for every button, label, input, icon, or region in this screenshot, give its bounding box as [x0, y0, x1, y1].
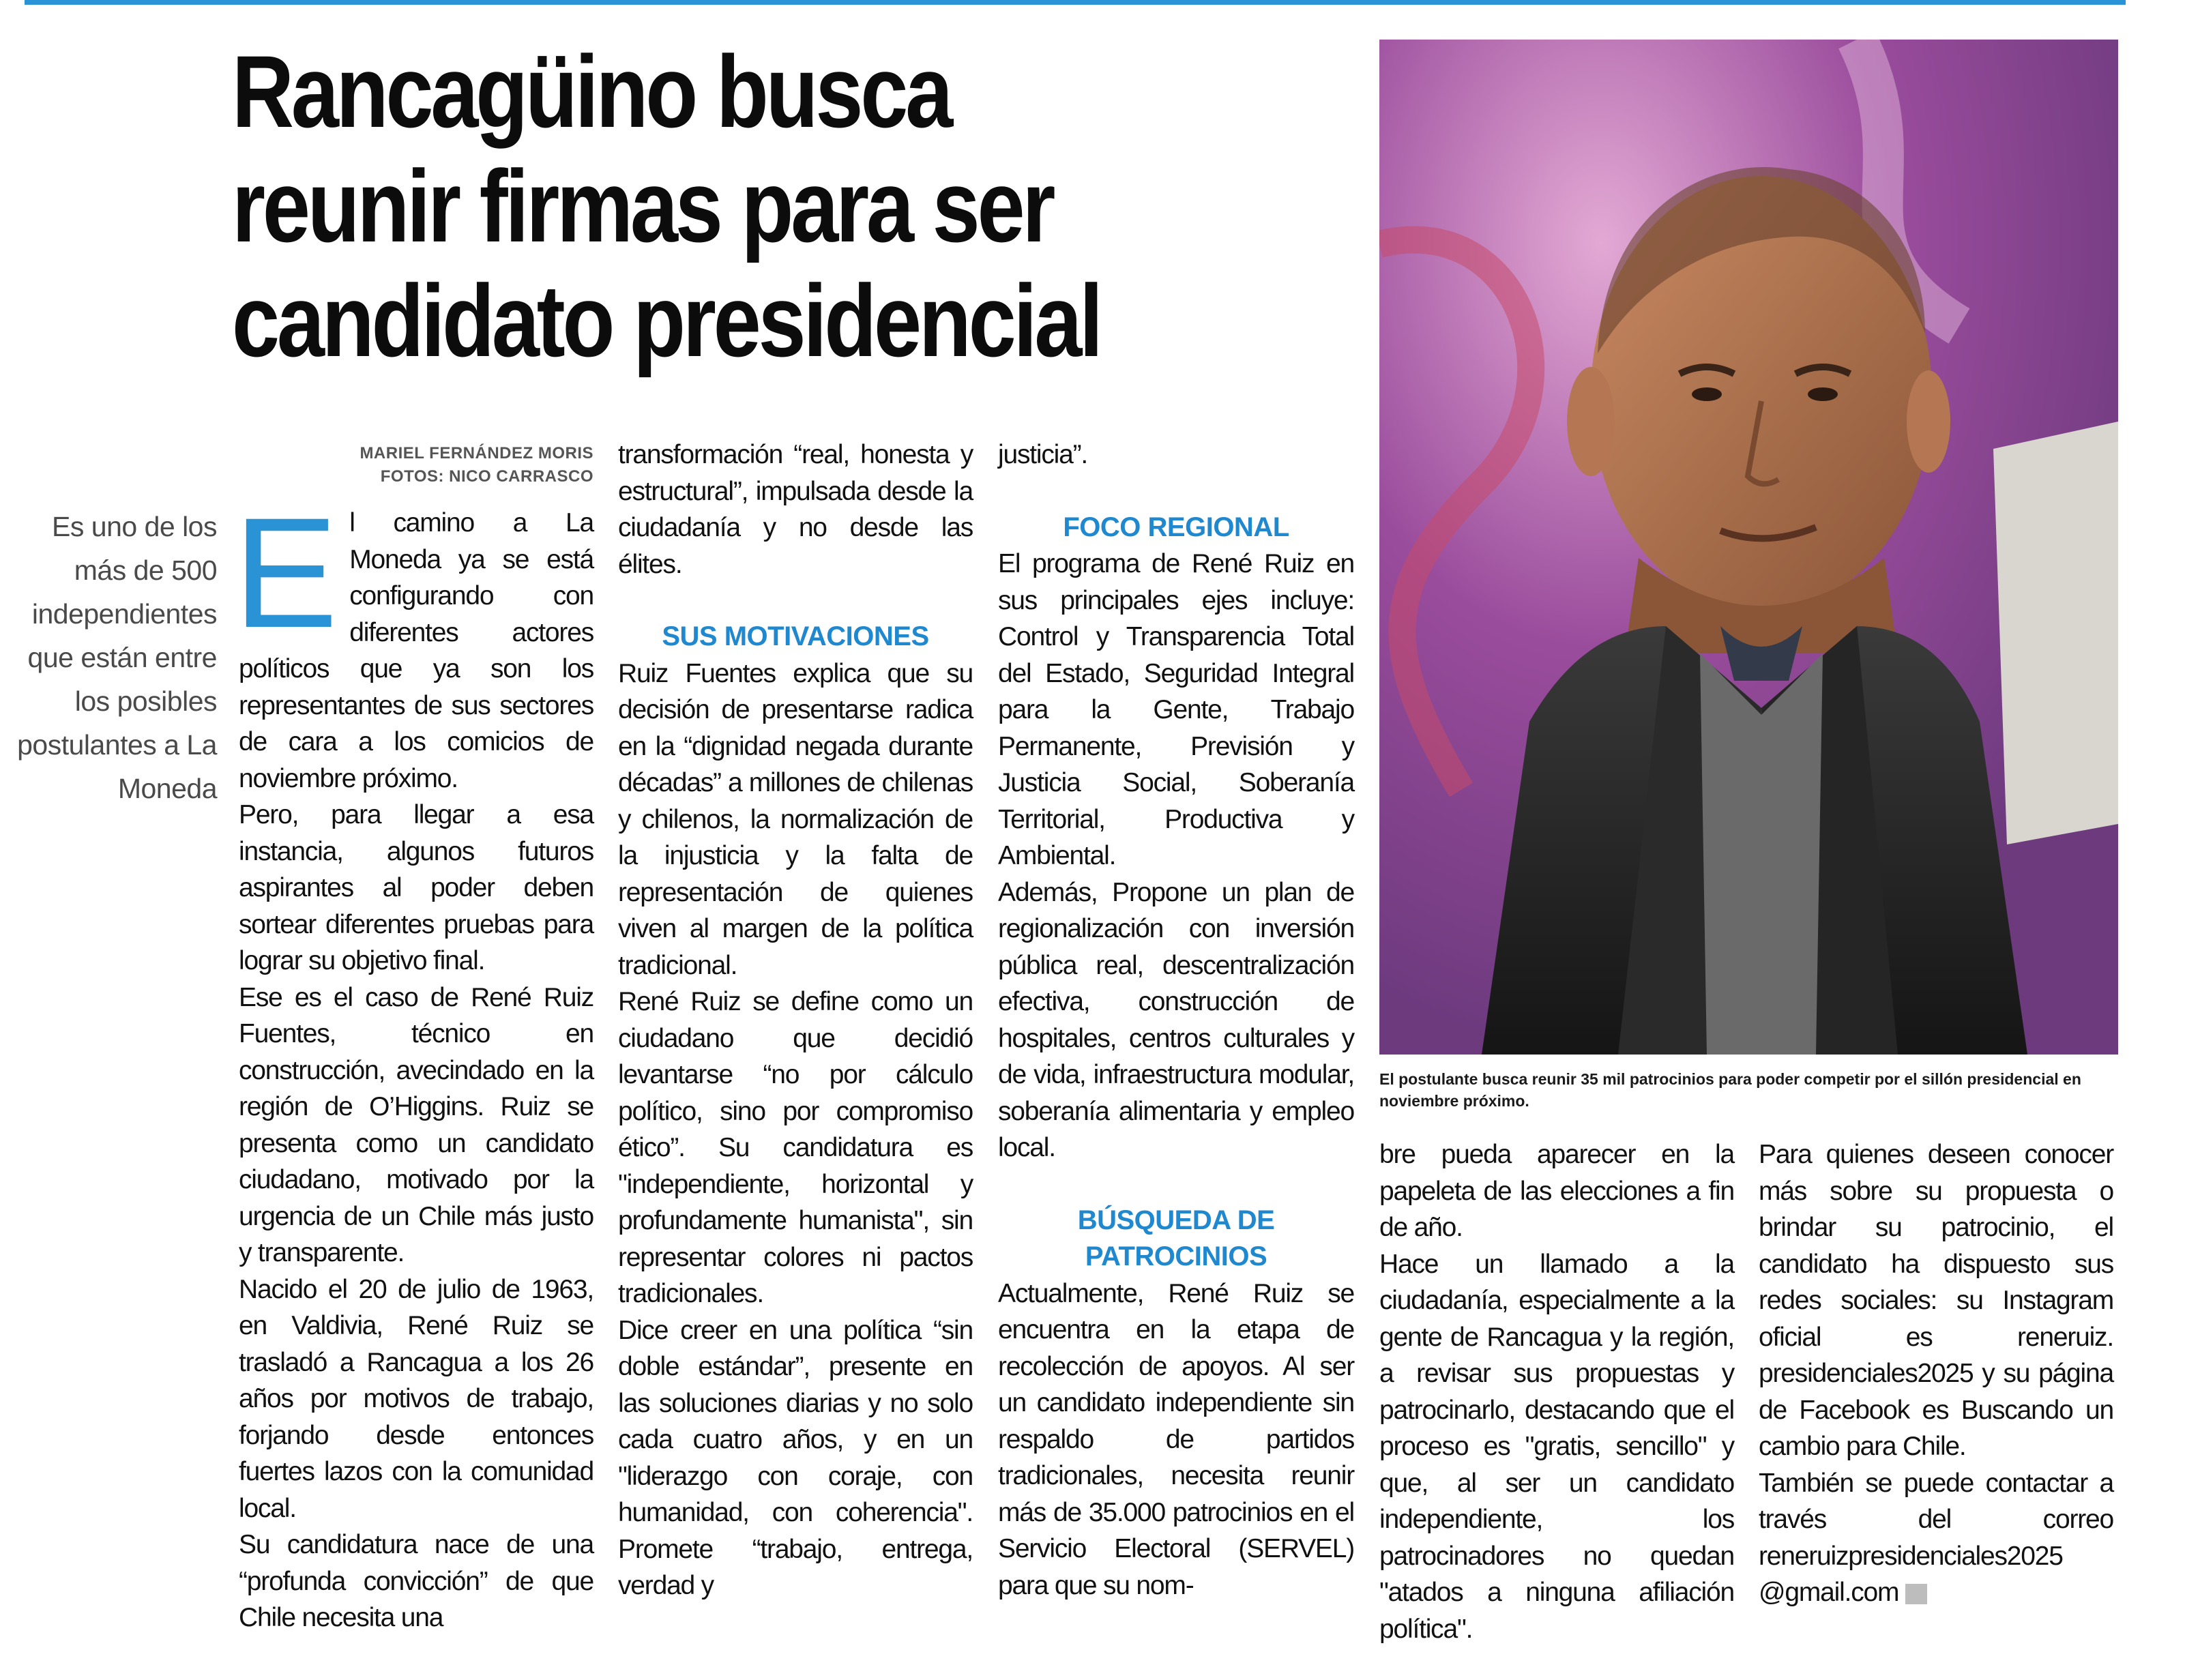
paragraph: Dice creer en una política “sin doble estándar”, presente en las soluciones diarias y no solo cada cuatro años, y en un "liderazgo con coraje, con humanidad, con coherencia". Promete “trabajo, entrega, verdad y: [618, 1315, 973, 1600]
paragraph: Nacido el 20 de julio de 1963, en Valdivia, René Ruiz se trasladó a Rancagua a los 26 años por motivos de trabajo, forjando desde entonces fuertes lazos con la comunidad local.: [239, 1274, 593, 1523]
subhead-line-2: PATROCINIOS: [1085, 1241, 1267, 1271]
paragraph: justicia”.: [998, 440, 1088, 469]
contact-email-text: También se puede contactar a través del correo reneruizpresidenciales2025 @gmail.com: [1759, 1468, 2113, 1607]
candidate-portrait-illustration: [1379, 40, 2118, 1055]
article-column-4: [1379, 1136, 1734, 1647]
paragraph: [233, 485, 593, 797]
subhead-motivaciones: SUS MOTIVACIONES: [662, 621, 929, 651]
paragraph: El programa de René Ruiz en sus principales ejes incluye: Control y Transparencia Total del Estado, Seguridad Integral para la Gente, Trabajo Permanente, Previsión y Justicia Social, Soberanía Territorial, Productiva y Ambiental.: [998, 549, 1354, 870]
paragraph: transformación “real, honesta y estructural”, impulsada desde la ciudadanía y no desde las élites.: [618, 440, 973, 579]
paragraph: Hace un llamado a la ciudadanía, especialmente a la gente de Rancagua y la región, a revisar sus propuestas y patrocinarlo, destacando que el proceso es "gratis, sencillo" y que, al ser un candidato independiente, los patrocinadores no quedan "atados a ninguna afiliación política".: [1379, 1249, 1734, 1644]
paragraph-text: l camino a La Moneda ya se está configurando con diferentes actores políticos que ya son los representantes de sus sectores de cara a los comicios de noviembre próximo.: [239, 508, 593, 793]
top-rule: [25, 0, 2126, 5]
paragraph: Su candidatura nace de una “profunda convicción” de que Chile necesita una: [239, 1530, 593, 1632]
paragraph: René Ruiz se define como un ciudadano que decidió levantarse “no por cálculo político, sino por compromiso ético”. Su candidatura es "independiente, horizontal y profundamente humanista", sin representar colores ni pactos tradicionales.: [618, 987, 973, 1308]
photo-caption: El postulante busca reunir 35 mil patrocinios para poder competir por el sillón presidencial en noviembre próximo.: [1379, 1070, 2081, 1110]
paragraph: Para quienes deseen conocer más sobre su propuesta o brindar su patrocinio, el candidato ha dispuesto sus redes sociales: su Instagram oficial es reneruiz. presidenciales2025 y su página de Facebook es Buscando un cambio para Chile.: [1759, 1140, 2113, 1461]
byline-photos: FOTOS: NICO CARRASCO: [380, 467, 593, 486]
headline: [232, 34, 1149, 378]
paragraph: Además, Propone un plan de regionalización con inversión pública real, descentralización efectiva, construcción de hospitales, centros culturales y de vida, infraestructura modular, soberanía alimentaria y empleo local.: [998, 877, 1354, 1162]
article-column-5: [1759, 1136, 2113, 1611]
lede-text: Es uno de los más de 500 independientes que están entre los posibles postulantes a La Moneda: [17, 511, 217, 804]
paragraph: Pero, para llegar a esa instancia, algunos futuros aspirantes al poder deben sortear diferentes pruebas para lograr su objetivo final.: [239, 800, 593, 975]
article-column-1: [233, 437, 593, 1636]
subhead-line-1: BÚSQUEDA DE: [1077, 1205, 1275, 1235]
article-column-3: [998, 437, 1354, 1604]
drop-cap: E: [233, 485, 338, 660]
paragraph: [1759, 1465, 2113, 1611]
headline-line-2: reunir firmas para ser: [232, 149, 1053, 263]
article-column-2: [618, 437, 973, 1604]
paragraph: Ese es el caso de René Ruiz Fuentes, técnico en construcción, avecindado en la región de O’Higgins. Ruiz se presenta como un candidato ciudadano, motivado por la urgencia de un Chile más justo y transparente.: [239, 982, 593, 1267]
byline-author: MARIEL FERNÁNDEZ MORIS: [360, 444, 593, 462]
subhead-foco-regional: FOCO REGIONAL: [1063, 512, 1289, 542]
headline-line-1: Rancagüino busca: [232, 34, 951, 149]
mail-icon: [1905, 1584, 1927, 1604]
paragraph: Ruiz Fuentes explica que su decisión de presentarse radica en la “dignidad negada durante décadas” a millones de chilenas y chilenos, la normalización de la injusticia y la falta de representación de quienes viven al margen de la política tradicional.: [618, 658, 973, 980]
paragraph: Actualmente, René Ruiz se encuentra en la etapa de recolección de apoyos. Al ser un candidato independiente sin respaldo de partidos tradicionales, necesita reunir más de 35.000 patrocinios en el Servicio Electoral (SERVEL) para que su nom-: [998, 1278, 1354, 1600]
candidate-photo: [1379, 40, 2118, 1055]
paragraph: bre pueda aparecer en la papeleta de las elecciones a fin de año.: [1379, 1140, 1734, 1242]
headline-line-3: candidato presidencial: [232, 263, 1100, 378]
subhead-busqueda-patrocinios: [998, 1203, 1354, 1276]
